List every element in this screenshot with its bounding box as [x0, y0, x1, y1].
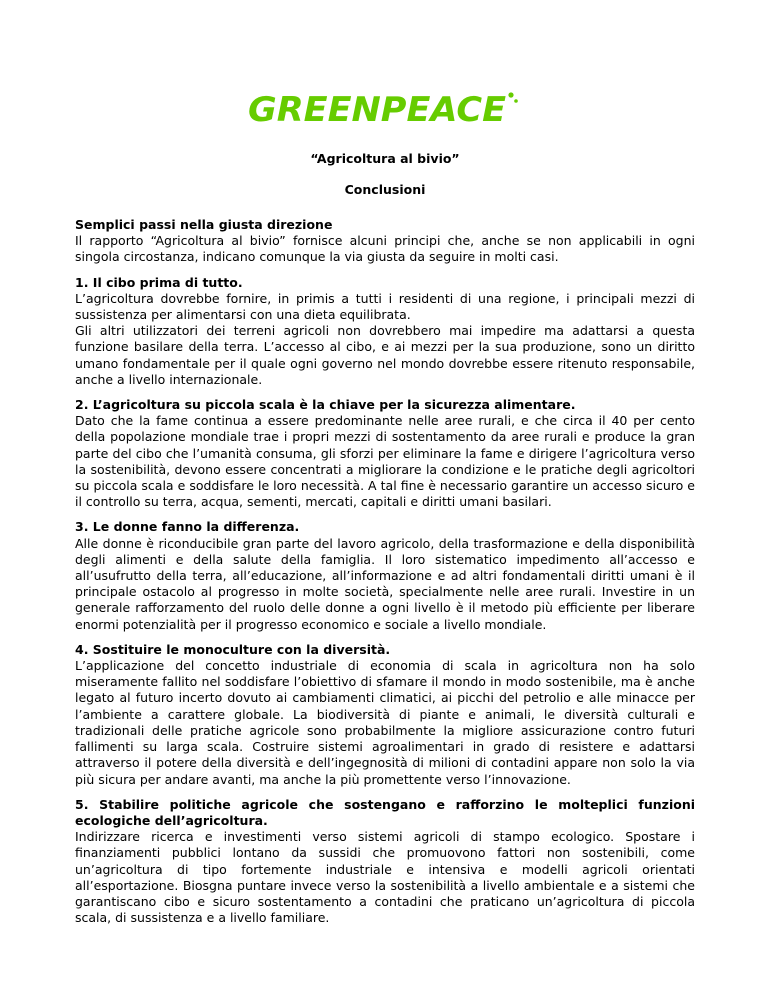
document-body [75, 217, 695, 935]
section-heading: 4. Sostituire le monoculture con la diversità. [75, 641, 391, 657]
section-heading: 1. Il cibo prima di tutto. [75, 274, 243, 290]
section-4 [75, 642, 695, 788]
section-2 [75, 397, 695, 510]
section-paragraph: L’agricoltura dovrebbe fornire, in primis a tutti i residenti di una regione, i principali mezzi di sussistenza per alimentarsi con una dieta equilibrata. [75, 290, 695, 323]
section-intro [75, 217, 695, 266]
section-paragraph: Gli altri utilizzatori dei terreni agricoli non dovrebbero mai impedire ma adattarsi a questa funzione basilare della terra. L’accesso al cibo, e ai mezzi per la sua produzione, sono un diritto umano fondamentale per il quale ogni governo nel mondo dovrebbe essere ritenuto responsabile, anche a livello internazionale. [75, 323, 695, 387]
section-heading: 2. L’agricoltura su piccola scala è la chiave per la sicurezza alimentare. [75, 397, 576, 413]
logo-dot-2 [514, 99, 518, 103]
section-3 [75, 519, 695, 632]
section-1 [75, 275, 695, 388]
section-heading: Semplici passi nella giusta direzione [75, 217, 333, 232]
section-paragraph: L’applicazione del concetto industriale di economia di scala in agricoltura non ha solo miseramente fallito nel soddisfare l’obiettivo di sfamare il mondo in modo sostenibile, ma è anche legato al futuro incerto dovuto ai cambiamenti climatici, ai picchi del petrolio e alle minacce per l’ambiente a carattere globale. La biodiversità di piante e animali, le diversità culturali e tradizionali delle pratiche agricole sono probabilmente la migliore assicurazione contro futuri fallimenti su larga scala. Costruire sistemi agroalimentari in grado di resistere e adattarsi attraverso il potere della diversità e dell’ingegnosità di milioni di contadini appare non solo la via più sicura per andare avanti, ma anche la più promettente verso l’innovazione. [75, 658, 695, 787]
greenpeace-logo-graphic [248, 90, 520, 126]
section-paragraph: Alle donne è riconducibile gran parte del lavoro agricolo, della trasformazione e della disponibilità degli alimenti e della salute della famiglia. Il loro sistematico impedimento all’accesso e all’usufrutto della terra, all’educazione, all’informazione e ad altri fondamentali diritti umani è il principale ostacolo al progresso in molte società, specialmente nelle aree rurali. Investire in un generale rafforzamento del ruolo delle donne a ogni livello è il metodo più efficiente per liberare enormi potenzialità per il progresso economico e sociale a livello mondiale. [75, 535, 695, 632]
logo-wordmark: GREENPEACE [248, 90, 506, 126]
document-subtitle: Conclusioni [344, 182, 426, 197]
section-paragraph: Indirizzare ricerca e investimenti verso sistemi agricoli di stampo ecologico. Spostare i finanziamenti pubblici lontano da sussidi che promuovono fattori non sostenibili, come un’agricoltura di tipo fortemente industriale e intensiva e modelli agricoli orientati all’esportazione. Biosgna puntare invece verso la sostenibilità a livello ambientale e a sistemi che garantiscano cibo e sicuro sostentamento a contadini che praticano un’agricoltura di piccola scala, di sussistenza e a livello familiare. [75, 829, 695, 926]
section-paragraph: Dato che la fame continua a essere predominante nelle aree rurali, e che circa il 40 per cento della popolazione mondiale trae i propri mezzi di sostentamento da aree rurali e produce la gran parte del cibo che l’umanità consuma, gli sforzi per eliminare la fame e dirigere l’agricoltura verso la sostenibilità, devono essere concentrati a migliorare la condizione e le pratiche degli agricoltori su piccola scala e soddisfare le loro necessità. A tal fine è necessario garantire un accesso sicuro e il controllo su terra, acqua, sementi, mercati, capitali e diritti umani basilari. [75, 413, 695, 510]
section-heading: 5. Stabilire politiche agricole che sostengano e rafforzino le molteplici funzioni ecologiche dell’agricoltura. [75, 796, 695, 828]
section-5 [75, 797, 695, 927]
logo-dot-1 [508, 92, 513, 97]
greenpeace-logo [248, 90, 520, 126]
section-paragraph: Il rapporto “Agricoltura al bivio” fornisce alcuni principi che, anche se non applicabili in ogni singola circostanza, indicano comunque la via giusta da seguire in molti casi. [75, 233, 695, 265]
section-heading: 3. Le donne fanno la differenza. [75, 519, 300, 535]
document-title: “Agricoltura al bivio” [310, 151, 460, 166]
